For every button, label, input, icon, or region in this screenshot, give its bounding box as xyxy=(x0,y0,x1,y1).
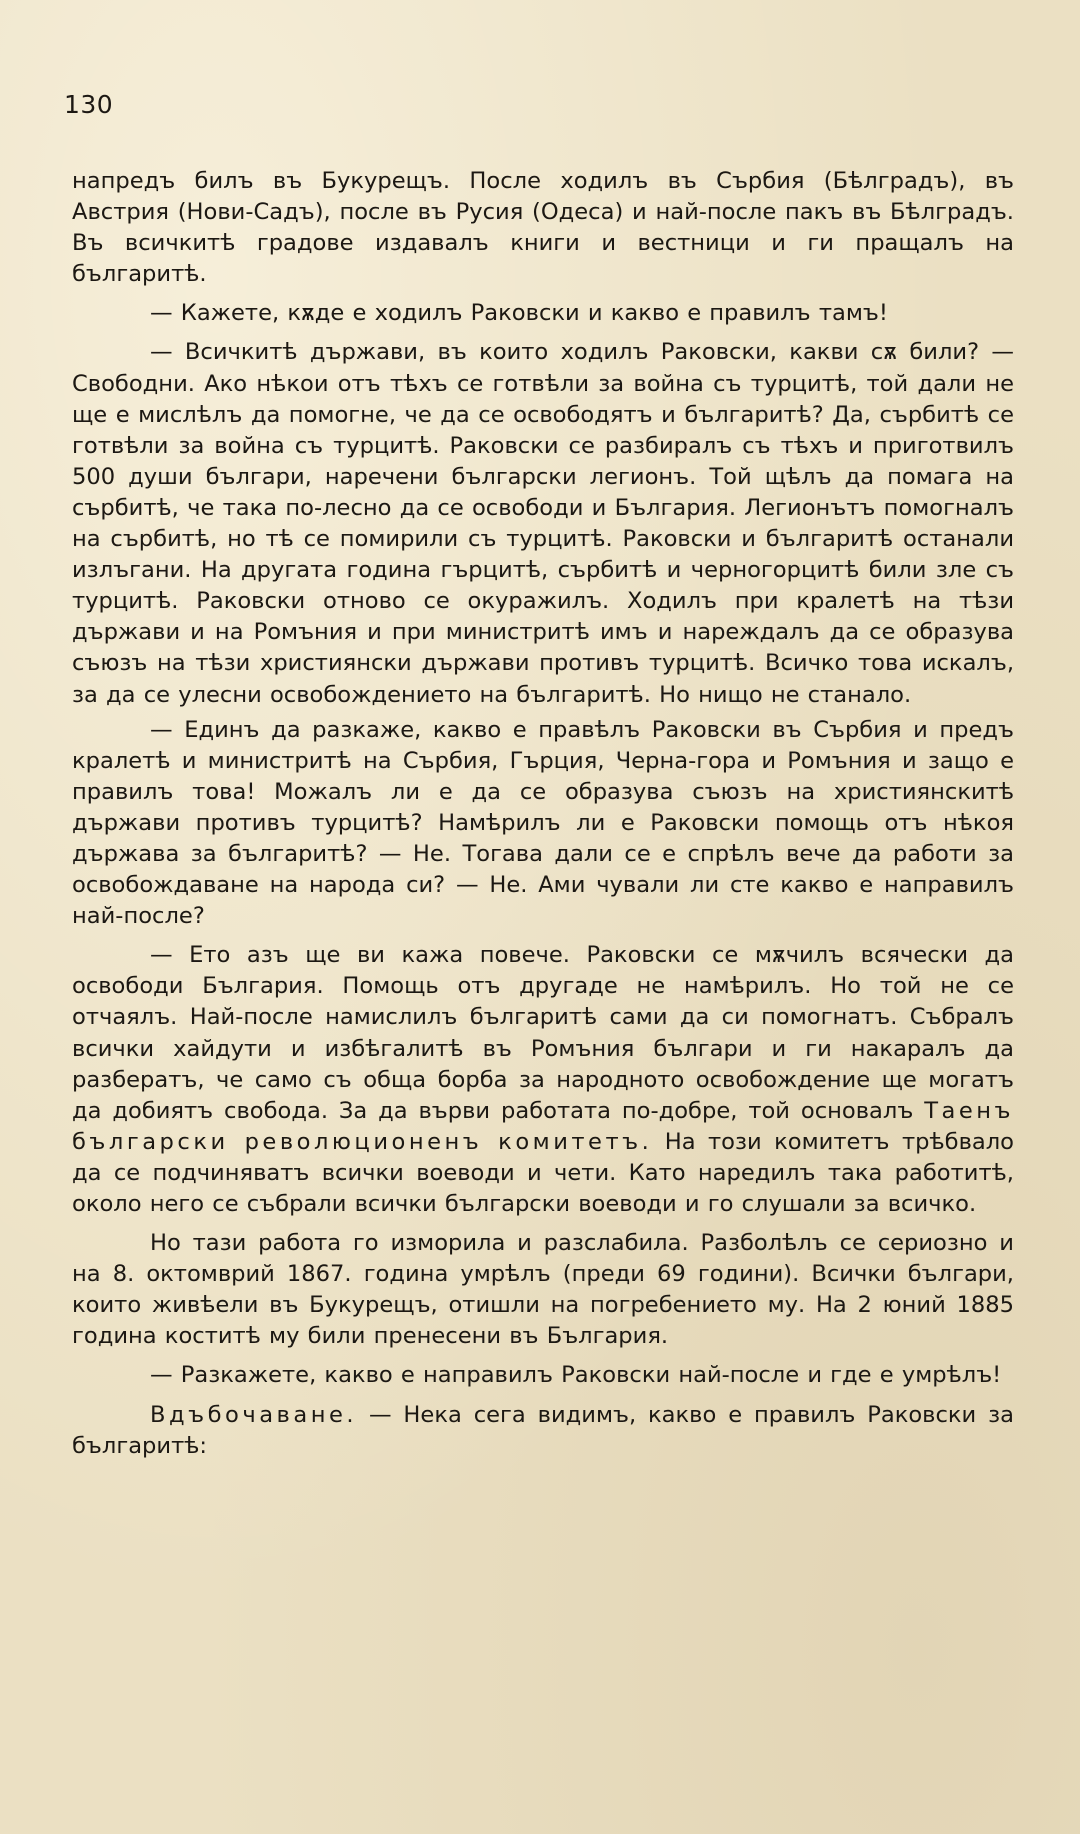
paragraph-7-question: — Разкажете, какво е направилъ Раковски най-после и где е умрѣлъ! xyxy=(150,1362,1002,1389)
paragraph-5 xyxy=(72,940,1014,1220)
paragraph-5-emphasis: Таенъ български революционенъ комитетъ. xyxy=(72,1097,1014,1155)
paragraph-5-text-before: — Ето азъ ще ви кажа повече. Раковски се мѫчилъ всячески да освободи България. Помощь отъ другаде не намѣрилъ. Но той не се отчаялъ. Най-после намислилъ българитѣ сами да си помогнатъ. Събралъ всички хайдути и избѣгалитѣ въ Ромъния българи и ги накаралъ да разбератъ, че само съ обща борба за народното освобождение ще могатъ да добиятъ свобода. За да върви работата по-добре, той основалъ xyxy=(72,942,1014,1124)
paragraph-3: — Всичкитѣ държави, въ които ходилъ Раковски, какви сѫ били? — Свободни. Ако нѣкои отъ тѣхъ се готвѣли за война съ турцитѣ, той дали не ще е мислѣлъ да помогне, че да се освободятъ и българитѣ? Да, сърбитѣ се готвѣли за война съ турцитѣ. Раковски се разбиралъ съ тѣхъ и приготвилъ 500 души българи, наречени български легионъ. Той щѣлъ да помага на сърбитѣ, че така по-лесно да се освободи и България. Легионътъ помогналъ на сърбитѣ, но тѣ се помирили съ турцитѣ. Раковски и българитѣ останали излъгани. На другата година гърцитѣ, сърбитѣ и черногорцитѣ били зле съ турцитѣ. Раковски отново се окуражилъ. Ходилъ при кралетѣ на тѣзи държави и на Ромъния и при министритѣ имъ и нареждалъ да се образува съюзъ на тѣзи християнски държави противъ турцитѣ. Всичко това искалъ, за да се улесни освобождението на българитѣ. Но нищо не станало. xyxy=(72,339,1014,708)
paragraph-2-question: — Кажете, кѫде е ходилъ Раковски и какво е правилъ тамъ! xyxy=(150,300,888,327)
page-number: 130 xyxy=(64,90,114,119)
paragraph-8 xyxy=(72,1400,1014,1462)
paragraph-4-question: — Единъ да разкаже, какво е правѣлъ Раковски въ Сърбия и предъ кралетѣ и министритѣ на Сърбия, Гърция, Черна-гора и Ромъния и защо е правилъ това! Можалъ ли е да се образува съюзъ на християнскитѣ държави противъ турцитѣ? Намѣрилъ ли е Раковски помощь отъ нѣкоя държава за българитѣ? — Не. Тогава дали се е спрѣлъ вече да работи за освобождаване на народа си? — Не. Ами чували ли сте какво е направилъ най-после? xyxy=(72,716,1014,930)
section-label: Вдъбочаване. xyxy=(150,1401,358,1428)
paragraph-6: Но тази работа го изморила и разслабила. Разболѣлъ се сериозно и на 8. октомврий 1867. година умрѣлъ (преди 69 години). Всички българи, които живѣели въ Букурещъ, отишли на погребението му. На 2 юний 1885 година коститѣ му били пренесени въ България. xyxy=(72,1230,1014,1350)
paragraph-8-text: — Нека сега видимъ, какво е правилъ Раковски за българитѣ: xyxy=(72,1401,1014,1459)
paragraph-5-text-after: На този комитетъ трѣбвало да се подчиняватъ всички воеводи и чети. Като наредилъ така работитѣ, около него се събрали всички български воеводи и го слушали за всичко. xyxy=(72,1128,1014,1217)
page-text xyxy=(72,166,1014,1470)
paragraph-1: напредъ билъ въ Букурещъ. После ходилъ въ Сърбия (Бѣлградъ), въ Австрия (Нови-Садъ), после въ Русия (Одеса) и най-после пакъ въ Бѣлградъ. Въ всичкитѣ градове издавалъ книги и вестници и ги пращалъ на българитѣ. xyxy=(72,168,1014,288)
